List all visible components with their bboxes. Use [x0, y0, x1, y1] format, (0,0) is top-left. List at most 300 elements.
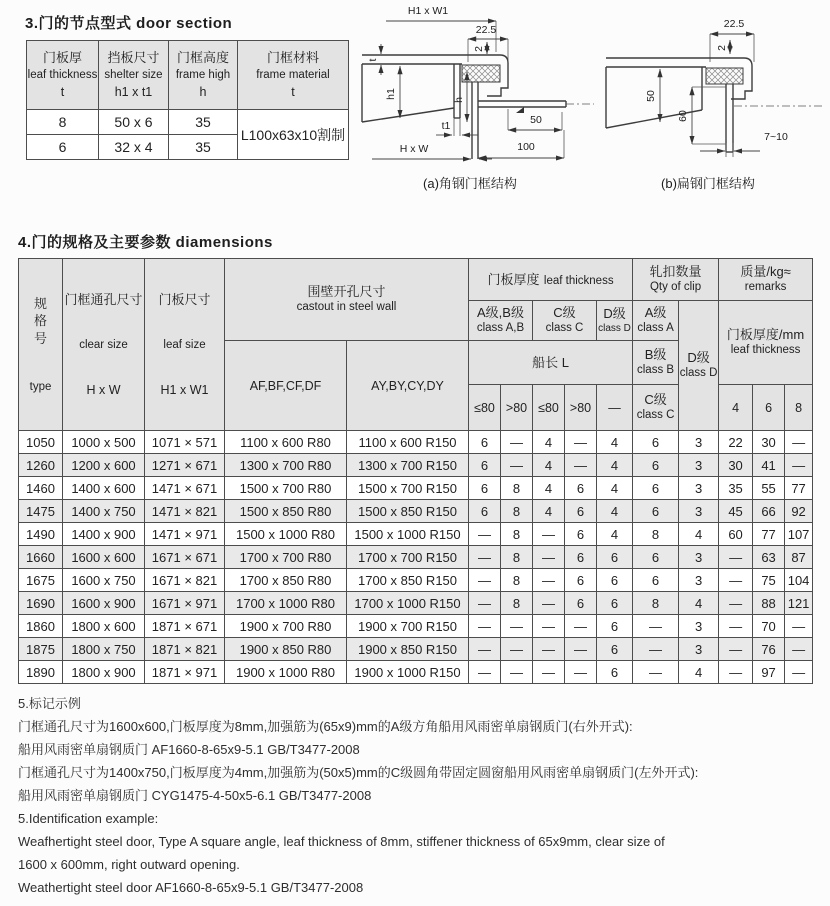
cell-mass-4: 45 [719, 500, 753, 523]
cell-thickness-c-le80: — [533, 546, 565, 569]
table-row [19, 638, 813, 661]
cell-mass-4: — [719, 569, 753, 592]
cell-thickness-ab-le80: 6 [469, 500, 501, 523]
table-row [19, 500, 813, 523]
cell-clip-d: 3 [679, 500, 719, 523]
cell-leaf-size: 1471 × 971 [145, 523, 225, 546]
cell-clear-size: 1000 x 500 [63, 431, 145, 454]
cell-castout-ay: 1700 x 700 R150 [347, 546, 469, 569]
cell-clear-size: 1200 x 600 [63, 454, 145, 477]
dim-label-22-5: 22.5 [723, 18, 745, 30]
clip-en: Qty of clip [649, 281, 702, 294]
cell-clear-size: 1800 x 900 [63, 661, 145, 684]
cell-thickness-c-le80: 4 [533, 500, 565, 523]
door-section-table [26, 40, 349, 160]
cell-mass-4: — [719, 638, 753, 661]
cell-leaf-size: 1871 × 671 [145, 615, 225, 638]
note-line: 5.标记示例 [18, 696, 81, 711]
clear-en: clear size [79, 339, 128, 352]
leaf-thickness-group-header [469, 259, 633, 301]
header-row-1 [19, 259, 813, 301]
d-dash-header [597, 385, 633, 431]
cell-thickness-ab-le80: — [469, 661, 501, 684]
cell-clear-size: 1400 x 750 [63, 500, 145, 523]
cell-mass-8: — [785, 431, 813, 454]
notes-section [18, 692, 818, 899]
dimensions-table [18, 258, 813, 684]
dim-label-50: 50 [530, 114, 542, 126]
cell-clip-abc: — [633, 615, 679, 638]
cell-mass-4: 60 [719, 523, 753, 546]
cell-thickness-c-gt80: — [565, 615, 597, 638]
castout-group-header [225, 259, 469, 341]
cell-thickness-c-gt80: 6 [565, 523, 597, 546]
dim-label-7-10: 7~10 [764, 131, 788, 143]
cell-thickness-ab-gt80: — [501, 638, 533, 661]
cell-leaf-size: 1071 × 571 [145, 431, 225, 454]
cell-mass-4: 30 [719, 454, 753, 477]
clip-c-zh: C级 [644, 392, 667, 408]
c-le80-header [533, 385, 565, 431]
cell-thickness-d: 6 [597, 592, 633, 615]
ship-length-label: 船长 L [532, 354, 569, 370]
cell-frame-material: L100x63x10割制 [238, 110, 349, 160]
cell-castout-af: 1500 x 850 R80 [225, 500, 347, 523]
note-line: Weafhertight steel door, Type A square angle, leaf thickness of 8mm, stiffener thickness of 65x9mm, clear size of [18, 834, 665, 849]
clip-d-en: class D [679, 367, 718, 380]
m8-label: 8 [795, 400, 803, 415]
header-sym: t [60, 85, 65, 100]
cell-leaf-size: 1871 × 821 [145, 638, 225, 661]
thick-en: leaf thickness [543, 274, 614, 287]
cell-mass-6: 70 [753, 615, 785, 638]
cell-mass-6: 63 [753, 546, 785, 569]
cell-thickness-ab-gt80: — [501, 431, 533, 454]
cell-thickness-c-le80: 4 [533, 477, 565, 500]
class-c-zh: C级 [553, 305, 576, 321]
cell-clear-size: 1400 x 600 [63, 477, 145, 500]
cell-castout-af: 1900 x 700 R80 [225, 615, 347, 638]
cell-castout-ay: 1100 x 600 R150 [347, 431, 469, 454]
cell-mass-4: — [719, 661, 753, 684]
cell-mass-4: — [719, 615, 753, 638]
col-type-header [19, 259, 63, 431]
cell-thickness-d: 6 [597, 638, 633, 661]
cell-type: 1050 [19, 431, 63, 454]
cell-type: 1690 [19, 592, 63, 615]
cell-mass-6: 55 [753, 477, 785, 500]
castout-af-header [225, 341, 347, 431]
dim-label-h1: h1 [385, 88, 397, 100]
dim-label-t1: t1 [441, 120, 451, 132]
dim-label-22-5: 22.5 [475, 24, 497, 36]
cell-thickness-ab-le80: 6 [469, 454, 501, 477]
thickness-6-header [753, 385, 785, 431]
cell-leaf-size: 1671 × 821 [145, 569, 225, 592]
cell-thickness-c-gt80: 6 [565, 500, 597, 523]
cell-mass-8: 104 [785, 569, 813, 592]
dim-label-h: h [453, 97, 465, 103]
header-leaf-thickness [27, 41, 99, 110]
note-line: 门框通孔尺寸为1600x600,门板厚度为8mm,加强筋为(65x9)mm的A级方角船用风雨密单扇钢质门(右外开式): [18, 719, 633, 734]
cell-thickness-ab-gt80: — [501, 454, 533, 477]
castout-ay-label: AY,BY,CY,DY [371, 378, 444, 393]
class-ab-header [469, 301, 533, 341]
section4-title: 4.门的规格及主要参数 diamensions [18, 234, 273, 251]
ship-length-header [469, 341, 633, 385]
note-line: 5.Identification example: [18, 811, 159, 826]
m6-label: 6 [765, 400, 773, 415]
cell-clip-abc: — [633, 638, 679, 661]
cell-clip-d: 3 [679, 477, 719, 500]
cell-clip-d: 3 [679, 569, 719, 592]
cell-clip-d: 3 [679, 454, 719, 477]
cell-mass-6: 30 [753, 431, 785, 454]
cell-thickness-c-gt80: — [565, 638, 597, 661]
clip-qty-group-header [633, 259, 719, 301]
cell-mass-8: 92 [785, 500, 813, 523]
cell-castout-ay: 1900 x 700 R150 [347, 615, 469, 638]
dash-label: — [608, 400, 621, 415]
note-line: 1600 x 600mm, right outward opening. [18, 857, 240, 872]
cell-mass-8: — [785, 661, 813, 684]
cell-castout-af: 1900 x 850 R80 [225, 638, 347, 661]
cell-clear-size: 1400 x 900 [63, 523, 145, 546]
col-clear-size-header [63, 259, 145, 431]
cell-castout-ay: 1900 x 850 R150 [347, 638, 469, 661]
diagram-b-caption: (b)扁钢门框结构 [661, 176, 755, 191]
cell-clip-d: 3 [679, 431, 719, 454]
cell-clip-abc: — [633, 661, 679, 684]
header-frame-material [238, 41, 349, 110]
dim-label-t: t [367, 58, 379, 62]
cell-thickness-d: 4 [597, 500, 633, 523]
cell-thickness-d: 4 [597, 454, 633, 477]
thick-zh: 门板厚度 [487, 271, 540, 287]
cell-castout-ay: 1500 x 700 R150 [347, 477, 469, 500]
table-row [19, 592, 813, 615]
cell-clip-abc: 6 [633, 454, 679, 477]
cell-thickness-ab-le80: — [469, 569, 501, 592]
cell-leaf-thickness: 6 [27, 135, 99, 160]
cell-thickness-c-gt80: 6 [565, 592, 597, 615]
cell-thickness-c-gt80: 6 [565, 569, 597, 592]
ab-le80-header [469, 385, 501, 431]
cell-frame-high: 35 [169, 135, 238, 160]
cell-mass-4: 22 [719, 431, 753, 454]
cell-clip-abc: 6 [633, 500, 679, 523]
castout-af-label: AF,BF,CF,DF [249, 378, 322, 393]
col-leaf-size-header [145, 259, 225, 431]
thickness-4-header [719, 385, 753, 431]
le80-label: ≤80 [474, 400, 495, 415]
cell-mass-8: — [785, 454, 813, 477]
cell-mass-6: 41 [753, 454, 785, 477]
cell-thickness-ab-le80: — [469, 638, 501, 661]
cell-mass-8: — [785, 638, 813, 661]
cell-type: 1875 [19, 638, 63, 661]
header-sym: h1 x t1 [114, 85, 153, 100]
diagram-flat-steel-frame [598, 2, 828, 200]
cell-thickness-ab-gt80: — [501, 661, 533, 684]
cell-castout-ay: 1500 x 1000 R150 [347, 523, 469, 546]
clip-class-c-header [633, 385, 679, 431]
castout-ay-header [347, 341, 469, 431]
cell-mass-8: 77 [785, 477, 813, 500]
dim-label-h1w1: H1 x W1 [407, 5, 449, 17]
cell-type: 1675 [19, 569, 63, 592]
note-line: 门框通孔尺寸为1400x750,门板厚度为4mm,加强筋为(50x5)mm的C级圆角带固定圆窗船用风雨密单扇钢质门(左外开式): [18, 765, 699, 780]
cell-thickness-ab-le80: — [469, 592, 501, 615]
cell-thickness-ab-gt80: 8 [501, 592, 533, 615]
clip-zh: 轧扣数量 [649, 264, 702, 280]
mass-thick-en: leaf thickness [730, 344, 801, 357]
header-sym: t [291, 85, 295, 100]
cell-thickness-c-le80: 4 [533, 454, 565, 477]
thickness-8-header [785, 385, 813, 431]
clear-zh: 门框通孔尺寸 [64, 292, 143, 308]
cell-thickness-c-le80: 4 [533, 431, 565, 454]
dim-label-hw: H x W [399, 143, 429, 155]
header-zh: 门板厚 [42, 49, 82, 65]
cell-castout-af: 1100 x 600 R80 [225, 431, 347, 454]
cell-type: 1460 [19, 477, 63, 500]
cell-type: 1660 [19, 546, 63, 569]
leaf-en: leaf size [163, 339, 206, 352]
cell-thickness-ab-gt80: 8 [501, 569, 533, 592]
cell-clip-abc: 6 [633, 477, 679, 500]
cell-mass-4: 35 [719, 477, 753, 500]
clip-class-a-header [633, 301, 679, 341]
cell-thickness-ab-le80: — [469, 546, 501, 569]
clip-d-zh: D级 [687, 350, 710, 366]
cell-clip-d: 4 [679, 592, 719, 615]
m4-label: 4 [732, 400, 740, 415]
mass-zh: 质量/kg≈ [740, 264, 791, 280]
dim-label-2: 2 [473, 46, 485, 52]
cell-thickness-c-le80: — [533, 569, 565, 592]
clip-b-zh: B级 [644, 347, 667, 363]
table-row [19, 477, 813, 500]
cell-castout-af: 1300 x 700 R80 [225, 454, 347, 477]
note-line: Weathertight steel door AF1660-8-65x9-5.1 GB/T3477-2008 [18, 880, 364, 895]
le80-label: ≤80 [538, 400, 559, 415]
cell-castout-af: 1700 x 1000 R80 [225, 592, 347, 615]
cell-clip-d: 3 [679, 546, 719, 569]
header-zh: 门框材料 [266, 49, 319, 65]
cell-thickness-d: 6 [597, 615, 633, 638]
cell-thickness-c-gt80: — [565, 431, 597, 454]
cell-clip-abc: 8 [633, 523, 679, 546]
cell-thickness-d: 6 [597, 661, 633, 684]
cell-thickness-ab-le80: 6 [469, 477, 501, 500]
class-ab-en: class A,B [476, 322, 525, 335]
clip-class-b-header [633, 341, 679, 385]
section3-title: 3.门的节点型式 door section [25, 15, 233, 32]
cell-castout-af: 1900 x 1000 R80 [225, 661, 347, 684]
header-zh: 挡板尺寸 [107, 49, 160, 65]
leaf-sym: H1 x W1 [160, 382, 209, 397]
cell-leaf-size: 1471 × 821 [145, 500, 225, 523]
cell-mass-8: 87 [785, 546, 813, 569]
clip-a-en: class A [637, 322, 674, 335]
cell-leaf-size: 1671 × 971 [145, 592, 225, 615]
cell-type: 1860 [19, 615, 63, 638]
cell-castout-af: 1700 x 850 R80 [225, 569, 347, 592]
cell-mass-6: 77 [753, 523, 785, 546]
note-line: 船用风雨密单扇钢质门 AF1660-8-65x9-5.1 GB/T3477-2008 [18, 742, 360, 757]
clip-a-zh: A级 [644, 305, 667, 321]
dim-label-2: 2 [716, 45, 728, 51]
cell-leaf-size: 1471 × 671 [145, 477, 225, 500]
cell-clear-size: 1600 x 750 [63, 569, 145, 592]
class-d-zh: D级 [603, 306, 626, 322]
header-en: leaf thickness [27, 69, 98, 82]
cell-type: 1260 [19, 454, 63, 477]
table-row [19, 569, 813, 592]
cell-shelter-size: 32 x 4 [99, 135, 169, 160]
dim-label-100: 100 [517, 141, 535, 153]
cell-mass-6: 75 [753, 569, 785, 592]
cell-leaf-thickness: 8 [27, 110, 99, 135]
cell-thickness-ab-gt80: — [501, 615, 533, 638]
gt80-label: >80 [569, 400, 592, 415]
cell-thickness-c-le80: — [533, 592, 565, 615]
class-d-en: class D [598, 322, 631, 334]
cell-thickness-d: 4 [597, 523, 633, 546]
cell-mass-6: 76 [753, 638, 785, 661]
door-section-header-row [27, 41, 349, 110]
table-row [19, 615, 813, 638]
cell-castout-ay: 1500 x 850 R150 [347, 500, 469, 523]
header-frame-high [169, 41, 238, 110]
cell-mass-6: 97 [753, 661, 785, 684]
cell-thickness-ab-gt80: 8 [501, 477, 533, 500]
cell-clip-d: 4 [679, 661, 719, 684]
cell-clear-size: 1600 x 600 [63, 546, 145, 569]
cell-leaf-size: 1271 × 671 [145, 454, 225, 477]
cell-clip-abc: 8 [633, 592, 679, 615]
mass-leaf-thickness-header [719, 301, 813, 385]
cell-type: 1890 [19, 661, 63, 684]
dim-label-50: 50 [645, 90, 657, 102]
cell-thickness-c-gt80: — [565, 661, 597, 684]
cell-castout-af: 1500 x 700 R80 [225, 477, 347, 500]
cell-thickness-ab-gt80: 8 [501, 500, 533, 523]
cell-mass-8: 121 [785, 592, 813, 615]
cell-thickness-c-le80: — [533, 615, 565, 638]
class-c-header [533, 301, 597, 341]
leaf-zh: 门板尺寸 [158, 292, 211, 308]
cell-thickness-ab-le80: — [469, 523, 501, 546]
diagram-a-caption: (a)角钢门框结构 [423, 176, 517, 191]
cell-mass-4: — [719, 546, 753, 569]
cell-clip-abc: 6 [633, 431, 679, 454]
cell-castout-ay: 1900 x 1000 R150 [347, 661, 469, 684]
cell-thickness-d: 6 [597, 546, 633, 569]
class-ab-zh: A级,B级 [477, 305, 524, 321]
c-gt80-header [565, 385, 597, 431]
clear-sym: H x W [86, 382, 121, 397]
cell-thickness-c-gt80: 6 [565, 477, 597, 500]
castout-zh: 围壁开孔尺寸 [307, 284, 386, 300]
cell-thickness-c-gt80: 6 [565, 546, 597, 569]
cell-type: 1475 [19, 500, 63, 523]
cell-mass-6: 88 [753, 592, 785, 615]
cell-thickness-c-le80: — [533, 661, 565, 684]
cell-shelter-size: 50 x 6 [99, 110, 169, 135]
cell-castout-ay: 1700 x 850 R150 [347, 569, 469, 592]
cell-thickness-ab-gt80: 8 [501, 546, 533, 569]
clip-class-d-header [679, 301, 719, 431]
table-row [19, 523, 813, 546]
cell-thickness-ab-gt80: 8 [501, 523, 533, 546]
header-zh: 门框高度 [176, 49, 229, 65]
header-en: frame high [175, 69, 231, 82]
class-d-header [597, 301, 633, 341]
cell-clip-d: 4 [679, 523, 719, 546]
table-row [19, 661, 813, 684]
mass-en: remarks [744, 281, 787, 294]
cell-clip-abc: 6 [633, 546, 679, 569]
header-en: shelter size [104, 69, 163, 82]
cell-clip-abc: 6 [633, 569, 679, 592]
castout-en: castout in steel wall [296, 301, 397, 314]
cell-thickness-ab-le80: 6 [469, 431, 501, 454]
cell-type: 1490 [19, 523, 63, 546]
clip-b-en: class B [637, 364, 675, 377]
mass-group-header [719, 259, 813, 301]
cell-leaf-size: 1671 × 671 [145, 546, 225, 569]
type-zh: 规格号 [33, 295, 47, 346]
cell-mass-4: — [719, 592, 753, 615]
cell-thickness-ab-le80: — [469, 615, 501, 638]
cell-mass-8: 107 [785, 523, 813, 546]
header-en: frame material [256, 69, 330, 82]
cell-castout-af: 1500 x 1000 R80 [225, 523, 347, 546]
gt80-label: >80 [505, 400, 528, 415]
clip-c-en: class C [636, 409, 675, 422]
cell-thickness-d: 4 [597, 477, 633, 500]
cell-mass-8: — [785, 615, 813, 638]
header-sym: h [199, 85, 207, 100]
note-line: 船用风雨密单扇钢质门 CYG1475-4-50x5-6.1 GB/T3477-2008 [18, 788, 372, 803]
cell-castout-ay: 1700 x 1000 R150 [347, 592, 469, 615]
cell-frame-high: 35 [169, 110, 238, 135]
diagram-angle-steel-frame [356, 2, 598, 200]
cell-thickness-c-gt80: — [565, 454, 597, 477]
cell-castout-af: 1700 x 700 R80 [225, 546, 347, 569]
table-row [27, 110, 349, 135]
cell-thickness-d: 4 [597, 431, 633, 454]
table-row [19, 546, 813, 569]
mass-thick-zh: 门板厚度/mm [726, 327, 805, 343]
table-row [19, 454, 813, 477]
header-shelter-size [99, 41, 169, 110]
cell-clear-size: 1800 x 750 [63, 638, 145, 661]
cell-mass-6: 66 [753, 500, 785, 523]
table-row [19, 431, 813, 454]
type-en: type [29, 380, 52, 393]
cell-thickness-d: 6 [597, 569, 633, 592]
cell-thickness-c-le80: — [533, 638, 565, 661]
class-c-en: class C [545, 322, 584, 335]
cell-clip-d: 3 [679, 615, 719, 638]
cell-clear-size: 1800 x 600 [63, 615, 145, 638]
cell-clip-d: 3 [679, 638, 719, 661]
cell-leaf-size: 1871 × 971 [145, 661, 225, 684]
dim-label-60: 60 [677, 110, 689, 122]
